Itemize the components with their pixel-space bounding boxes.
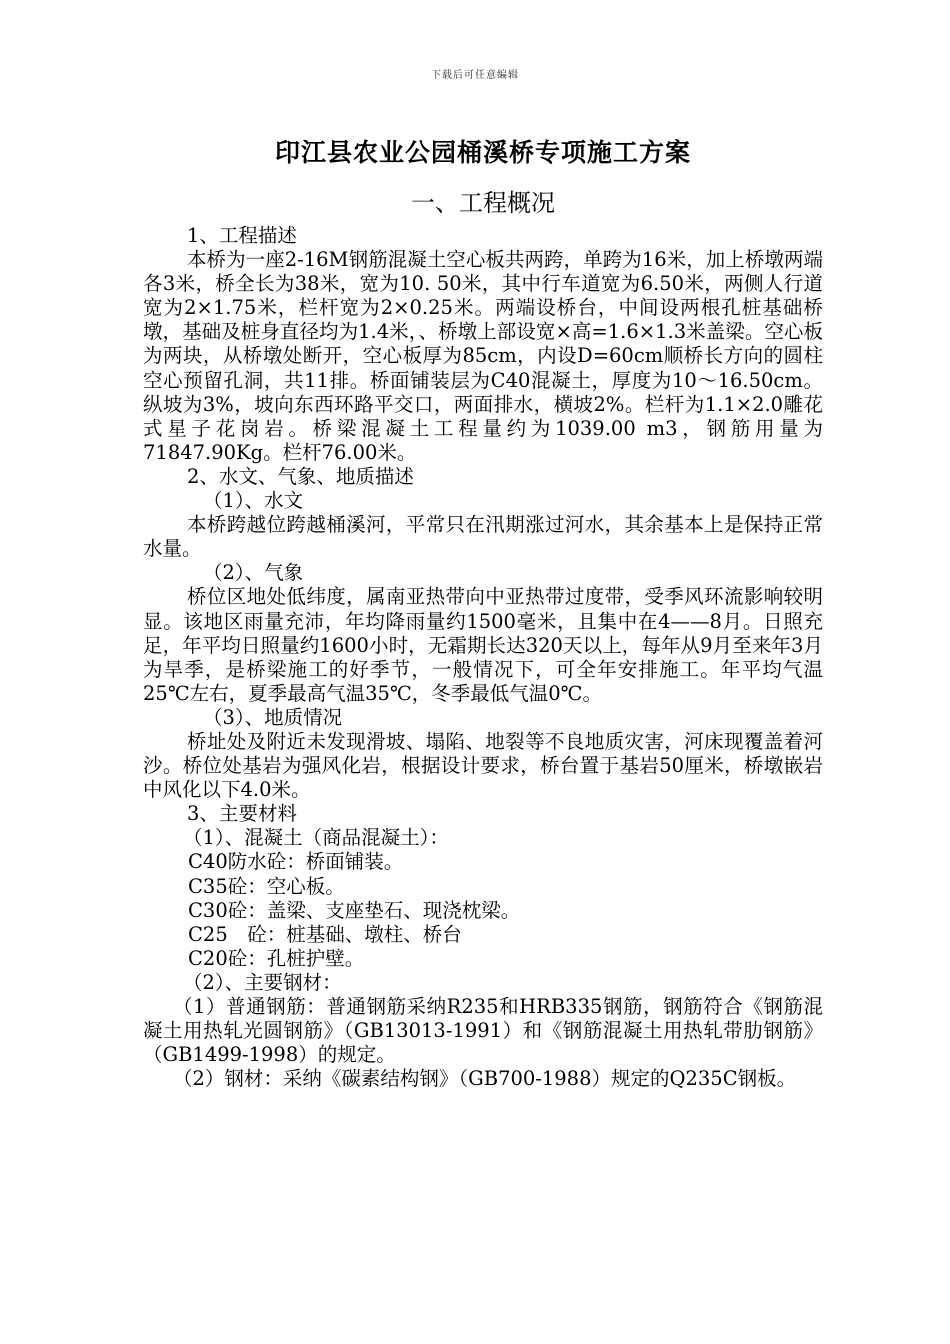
paragraph-steel-plate: （2）钢材：采纳《碳素结构钢》（GB700-1988）规定的Q235C钢板。: [173, 1067, 797, 1091]
list-item-c40: C40防水砼：桥面铺装。: [188, 850, 404, 874]
section-heading: 一、工程概况: [411, 189, 555, 217]
subheading-geology: （3）、地质情况: [203, 705, 343, 729]
paragraph-rebar: （1）普通钢筋：普通钢筋采纳R235和HRB335钢筋，钢筋符合《钢筋混凝土用热轧光圆钢筋》（GB13013-1991）和《钢筋混凝土用热轧带肋钢筋》（GB1499-1998）的规定。: [143, 995, 823, 1067]
paragraph-climate: 桥位区地处低纬度，属南亚热带向中亚热带过度带，受季风环流影响较明显。该地区雨量充沛，年均降雨量约1500毫米，且集中在4——8月。日照充足，年平均日照量约1600小时，无霜期长达320天以上，每年从9月至来年3月为旱季，是桥梁施工的好季节，一般情况下，可全年安排施工。年平均气温25℃左右，夏季最高气温35℃，冬季最低气温0℃。: [143, 585, 823, 705]
list-item-c25: C25 砼：桩基础、墩柱、桥台: [188, 922, 462, 946]
paragraph-hydrology: 本桥跨越位跨越桶溪河，平常只在汛期涨过河水，其余基本上是保持正常水量。: [143, 513, 823, 561]
subheading-project-description: 1、工程描述: [187, 224, 297, 247]
document-title: 印江县农业公园桶溪桥专项施工方案: [274, 138, 691, 167]
paragraph-geology: 桥址处及附近未发现滑坡、塌陷、地裂等不良地质灾害，河床现覆盖着河沙。桥位处基岩为强风化岩，根据设计要求，桥台置于基岩50厘米，桥墩嵌岩中风化以下4.0米。: [143, 729, 823, 802]
subheading-steel: （2）、主要钢材：: [183, 970, 342, 994]
list-item-c30: C30砼：盖梁、支座垫石、现浇枕梁。: [188, 898, 521, 922]
subheading-hydrology-climate-geology: 2、水文、气象、地质描述: [187, 464, 414, 488]
paragraph-project-description: 本桥为一座2-16M钢筋混凝土空心板共两跨，单跨为16米，加上桥墩两端各3米，桥全长为38米，宽为10. 50米，其中行车道宽为6.50米，两侧人行道宽为2×1.75米，栏杆宽为2×0.25米。两端设桥台，中间设两根孔桩基础桥墩，基础及桩身直径均为1.4米，、桥墩上部设宽×高=1.6×1.3米盖梁。空心板为两块，从桥墩处断开，空心板厚为85cm，内设D=60cm顺桥长方向的圆柱空心预留孔洞，共11排。桥面铺装层为C40混凝土，厚度为10～16.50cm。纵坡为3%，坡向东西环路平交口，两面排水，横坡2%。栏杆为1.1×2.0雕花式星子花岗岩。桥梁混凝土工程量约为1039.00 m3，钢筋用量为71847.90Kg。栏杆76.00米。: [143, 248, 823, 464]
body-text: [143, 224, 823, 1091]
header-note: 下载后可任意编辑: [431, 70, 519, 81]
list-item-c35: C35砼：空心板。: [188, 874, 345, 898]
subheading-hydrology: （1）、水文: [203, 489, 304, 513]
subheading-materials: 3、主要材料: [187, 802, 297, 826]
subheading-concrete: （1）、混凝土（商品混凝土）：: [183, 826, 449, 850]
subheading-climate: （2）、气象: [203, 561, 304, 585]
list-item-c20: C20砼：孔桩护壁。: [188, 946, 365, 970]
